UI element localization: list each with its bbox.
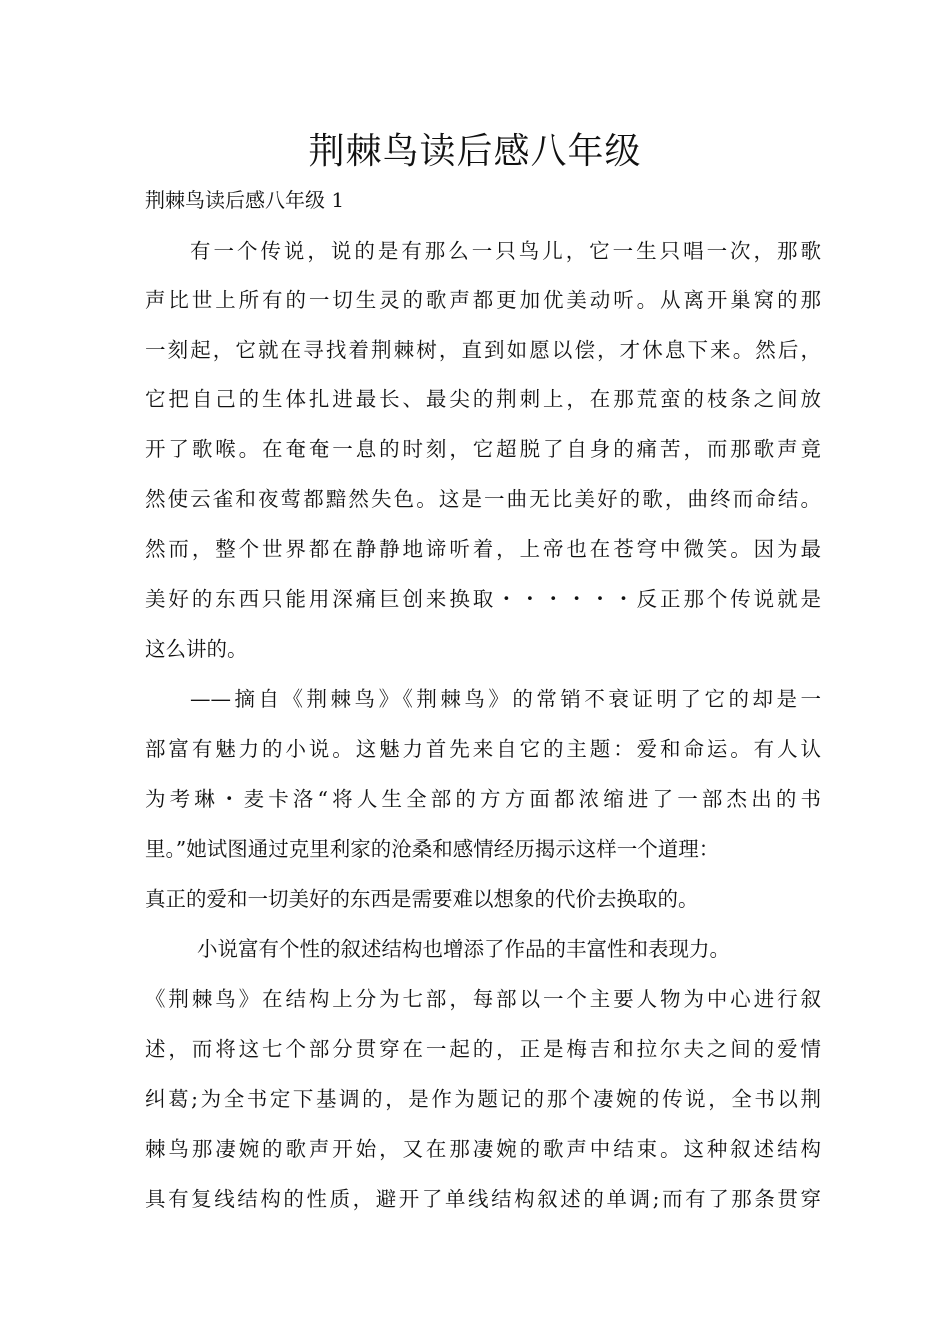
paragraph-line: 美好的东西只能用深痛巨创来换取・・・・・・反正那个传说就是 [145, 587, 821, 611]
paragraph-line: 它把自己的生体扎进最长、最尖的荆刺上，在那荒蛮的枝条之间放 [145, 387, 821, 411]
paragraph-line: 然使云雀和夜莺都黯然失色。这是一曲无比美好的歌，曲终而命结。 [145, 487, 821, 511]
paragraph-line: 具有复线结构的性质，避开了单线结构叙述的单调;而有了那条贯穿 [145, 1187, 821, 1211]
paragraph-line: ——摘自《荆棘鸟》《荆棘鸟》的常销不衰证明了它的却是一 [190, 687, 821, 711]
paragraph-line: 里。”她试图通过克里利家的沧桑和感情经历揭示这样一个道理： [145, 837, 720, 861]
paragraph-line: 然而，整个世界都在静静地谛听着，上帝也在苍穹中微笑。因为最 [145, 537, 821, 561]
paragraph-line: 一刻起，它就在寻找着荆棘树，直到如愿以偿，才休息下来。然后， [145, 338, 821, 362]
document-title: 荆棘鸟读后感八年级 [308, 131, 642, 172]
paragraph-line: 小说富有个性的叙述结构也增添了作品的丰富性和表现力。 [197, 937, 730, 961]
paragraph-line: 真正的爱和一切美好的东西是需要难以想象的代价去换取的。 [145, 887, 699, 911]
paragraph-line: 《荆棘鸟》在结构上分为七部，每部以一个主要人物为中心进行叙 [145, 987, 821, 1011]
paragraph-line: 为考琳・麦卡洛“将人生全部的方方面都浓缩进了一部杰出的书 [145, 787, 821, 811]
paragraph-line: 这么讲的。 [145, 637, 248, 661]
paragraph-line: 有一个传说，说的是有那么一只鸟儿，它一生只唱一次，那歌 [190, 239, 821, 263]
paragraph-line: 述，而将这七个部分贯穿在一起的，正是梅吉和拉尔夫之间的爱情 [145, 1037, 821, 1061]
document-subtitle: 荆棘鸟读后感八年级 1 [145, 188, 345, 212]
paragraph-line: 声比世上所有的一切生灵的歌声都更加优美动听。从离开巢窝的那 [145, 288, 821, 312]
paragraph-line: 棘鸟那凄婉的歌声开始，又在那凄婉的歌声中结束。这种叙述结构 [145, 1137, 821, 1161]
paragraph-line: 开了歌喉。在奄奄一息的时刻，它超脱了自身的痛苦，而那歌声竟 [145, 437, 821, 461]
paragraph-line: 部富有魅力的小说。这魅力首先来自它的主题：爱和命运。有人认 [145, 737, 821, 761]
paragraph-line: 纠葛;为全书定下基调的，是作为题记的那个凄婉的传说，全书以荆 [145, 1087, 821, 1111]
